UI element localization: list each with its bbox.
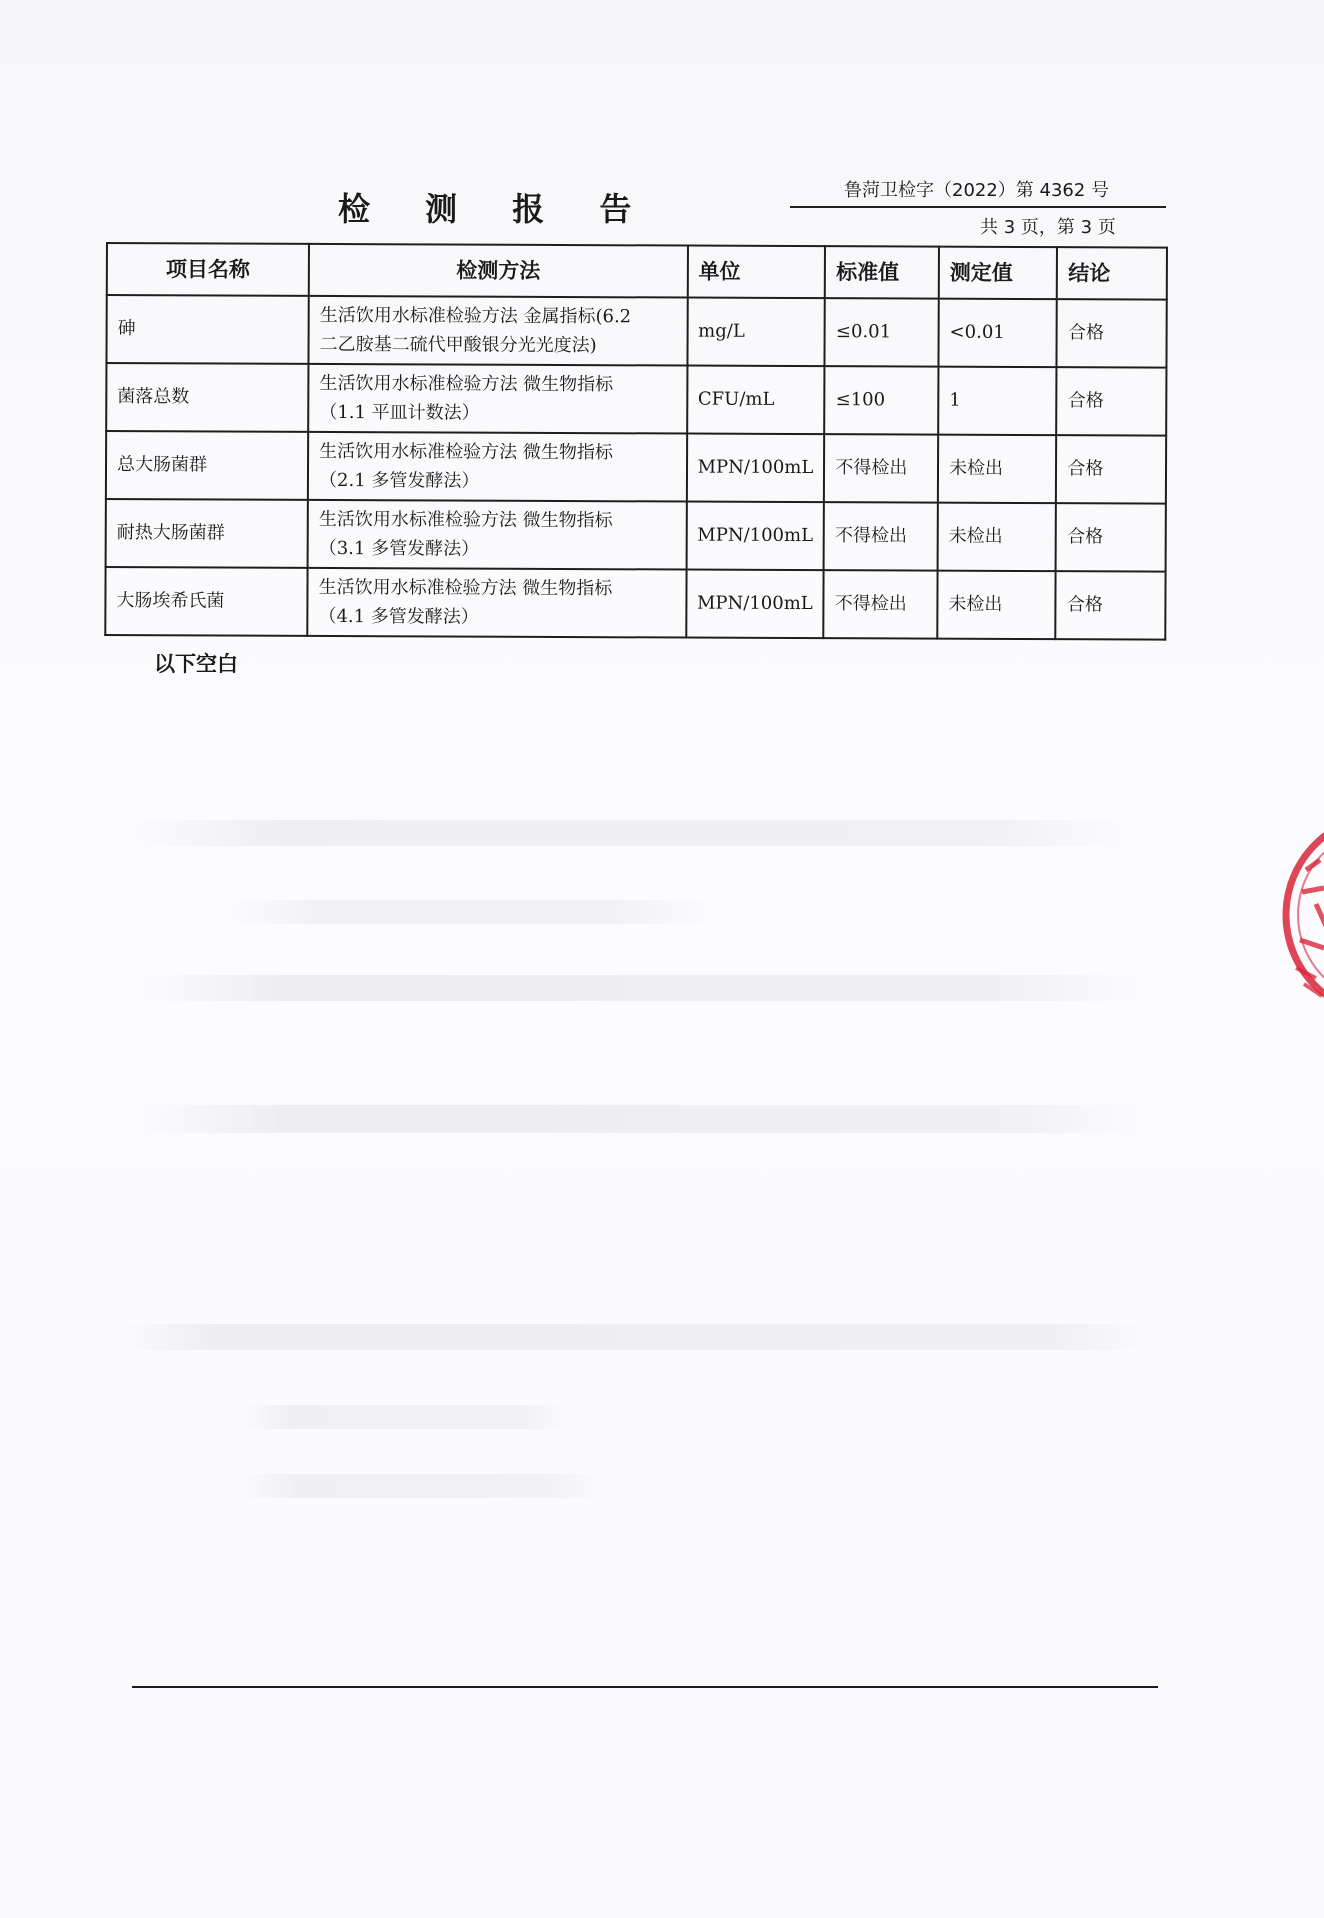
cell-unit: MPN/100mL <box>686 502 824 571</box>
page-count: 共 3 页，第 3 页 <box>980 217 1116 238</box>
method-line-1: 生活饮用水标准检验方法 微生物指标 <box>318 576 613 600</box>
blank-below-note: 以下空白 <box>154 652 238 676</box>
report-title: 检 测 报 告 <box>338 190 654 228</box>
header-underline <box>790 206 1166 208</box>
cell-conclusion: 合格 <box>1056 435 1166 503</box>
column-header-unit: 单位 <box>687 246 825 299</box>
column-header-conclusion: 结论 <box>1057 247 1167 299</box>
report-number: 鲁菏卫检字（2022）第 4362 号 <box>844 180 1110 201</box>
method-line-1: 生活饮用水标准检验方法 微生物指标 <box>319 372 614 396</box>
table-header-row <box>107 243 1167 300</box>
cell-standard: ≤100 <box>824 366 938 434</box>
table-row <box>106 295 1166 368</box>
method-line-1: 生活饮用水标准检验方法 金属指标(6.2 <box>319 304 632 328</box>
method-line-2: （3.1 多管发酵法） <box>318 537 480 560</box>
column-header-item: 项目名称 <box>107 243 309 296</box>
method-line-2: 二乙胺基二硫代甲酸银分光光度法) <box>319 333 597 357</box>
cell-measured: 未检出 <box>938 503 1057 572</box>
bleed-through-line <box>140 975 1140 1001</box>
cell-method <box>308 500 687 570</box>
cell-measured: 1 <box>938 367 1057 436</box>
cell-conclusion: 合格 <box>1057 299 1167 367</box>
bleed-through-line <box>240 1474 600 1498</box>
cell-measured: 未检出 <box>938 435 1057 504</box>
cell-standard: 不得检出 <box>824 434 938 502</box>
cell-item: 总大肠菌群 <box>106 431 308 500</box>
cell-standard: 不得检出 <box>824 570 938 638</box>
table-row <box>106 431 1166 504</box>
cell-method <box>308 432 687 502</box>
cell-unit: MPN/100mL <box>686 434 824 503</box>
bleed-through-line <box>130 820 1130 846</box>
cell-method <box>308 364 687 434</box>
cell-item: 耐热大肠菌群 <box>106 499 308 568</box>
bleed-through-line <box>230 900 710 924</box>
cell-measured: 未检出 <box>937 571 1056 640</box>
cell-item: 砷 <box>106 295 308 364</box>
method-line-2: （1.1 平皿计数法） <box>319 401 480 424</box>
column-header-measured: 测定值 <box>939 247 1058 300</box>
cell-unit: CFU/mL <box>687 366 825 435</box>
method-line-2: （4.1 多管发酵法） <box>318 605 479 628</box>
method-line-2: （2.1 多管发酵法） <box>319 469 480 492</box>
cell-standard: 不得检出 <box>824 502 938 570</box>
results-table <box>104 242 1168 641</box>
column-header-method: 检测方法 <box>309 244 688 298</box>
cell-conclusion: 合格 <box>1056 571 1166 639</box>
bleed-through-line <box>140 1105 1140 1133</box>
bleed-through-line <box>120 1324 1150 1350</box>
cell-method <box>309 296 688 366</box>
method-line-1: 生活饮用水标准检验方法 微生物指标 <box>318 508 613 532</box>
table-row <box>105 567 1165 640</box>
footer-rule <box>132 1686 1158 1688</box>
cell-measured: <0.01 <box>938 299 1057 368</box>
method-line-1: 生活饮用水标准检验方法 微生物指标 <box>319 440 613 464</box>
cell-item: 菌落总数 <box>106 363 308 432</box>
cell-conclusion: 合格 <box>1057 367 1167 435</box>
column-header-standard: 标准值 <box>825 246 939 298</box>
cell-unit: MPN/100mL <box>686 570 824 639</box>
official-seal-icon <box>1276 800 1324 1030</box>
cell-unit: mg/L <box>687 298 825 367</box>
table-row <box>106 499 1166 572</box>
cell-standard: ≤0.01 <box>825 298 939 366</box>
table-row <box>106 363 1166 436</box>
cell-conclusion: 合格 <box>1056 503 1166 571</box>
cell-item: 大肠埃希氏菌 <box>105 567 307 636</box>
cell-method <box>307 568 686 638</box>
bleed-through-line <box>240 1405 570 1429</box>
